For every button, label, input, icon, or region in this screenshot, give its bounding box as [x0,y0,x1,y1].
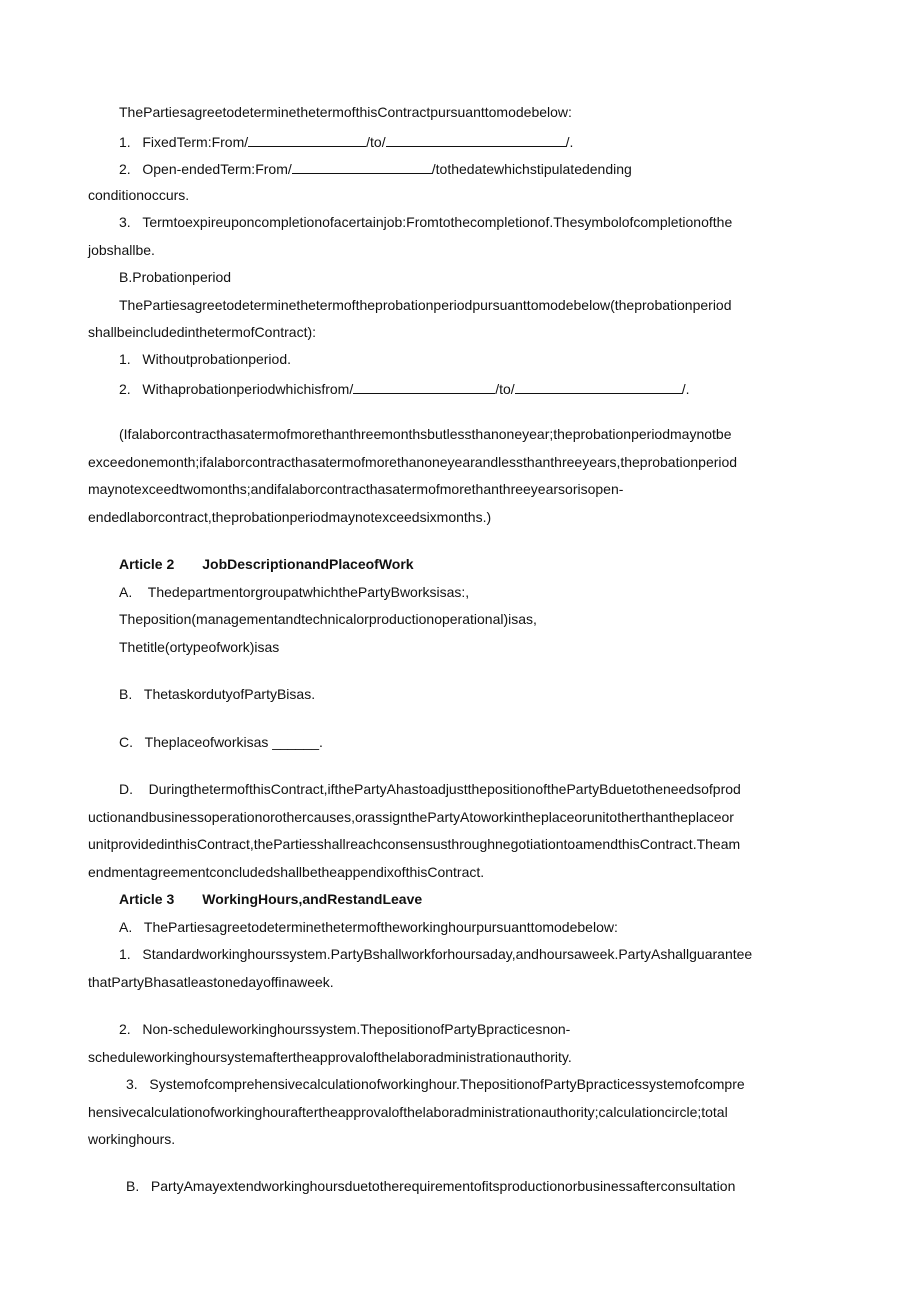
article3-b [126,1177,735,1195]
article2-a-position: Theposition(managementandtechnicalorproductionoperational)isas, [119,611,537,627]
term-intro [119,103,572,121]
open-term-start-blank[interactable] [292,158,432,174]
article2-d-line3 [88,835,740,853]
term-option-open-ended [119,158,632,178]
probation-note-text: exceedonemonth;ifalaborcontracthasatermofmorethanoneyearandlessthanthreeyears,theprobationperiod [88,454,738,470]
list-number: 3. [126,1076,138,1092]
article3-a [119,918,618,936]
list-letter: B. [119,686,133,702]
article3-option-nonschedule-tail: scheduleworkinghoursystemaftertheapprovalofthelaboradministrationauthority. [88,1049,572,1065]
article2-a-line3 [119,638,279,656]
article3-option-nonschedule [119,1020,570,1038]
article2-d-line2 [88,808,734,826]
probation-note-line1 [119,425,732,443]
term-option-job [119,213,732,231]
article2-a-title: Thetitle(ortypeofwork)isas [119,639,280,655]
probation-note-text: endedlaborcontract,theprobationperiodmaynotexceedsixmonths.) [88,509,492,525]
probation-intro-line2 [88,323,316,341]
probation-note-line4 [88,508,491,526]
article3-option-nonschedule-text: Non-scheduleworkinghourssystem.ThepositionofPartyBpracticesnon- [142,1021,571,1037]
fixed-term-end-blank[interactable] [386,131,566,147]
probation-option-none-text: Withoutprobationperiod. [142,351,292,367]
list-letter: A. [119,919,133,935]
list-letter: C. [119,734,133,750]
article3-option-comprehensive-text: hensivecalculationofworkinghouraftertheapprovalofthelaboradministrationauthority;calculationcircle;total [88,1104,728,1120]
article2-title: JobDescriptionandPlaceofWork [202,556,414,572]
probation-intro-tail: shallbeincludedinthetermofContract): [88,324,317,340]
list-number: 2. [119,1021,131,1037]
article2-d-text: uctionandbusinessoperationorothercauses,orassignthePartyAtoworkintheplaceorunitotherthantheplaceor [88,809,734,825]
article2-d [119,780,741,798]
term-option-open-label: Open-endedTerm:From/ [142,161,292,177]
probation-note-line3 [88,480,623,498]
term-option-fixed-label: FixedTerm:From/ [142,134,249,150]
probation-start-blank[interactable] [353,378,495,394]
article3-option-nonschedule-line2 [88,1048,572,1066]
probation-option-period-label: Withaprobationperiodwhichisfrom/ [142,381,354,397]
article3-option-standard [119,945,752,963]
term-intro-text: ThePartiesagreetodeterminethetermofthisContractpursuanttomodebelow: [119,104,572,120]
probation-note-text: (Ifalaborcontracthasatermofmorethanthreemonthsbutlessthanoneyear;theprobationperiodmaynotbe [119,426,732,442]
article2-d-text: endmentagreementconcludedshallbetheappendixofthisContract. [88,864,485,880]
article2-c [119,733,323,751]
list-number: 2. [119,381,131,397]
article2-d-text: unitprovidedinthisContract,thePartiesshallreachconsensusthroughnegotiationtoamendthisContract.Theam [88,836,741,852]
article3-b-text: PartyAmayextendworkinghoursduetotherequirementofitsproductionorbusinessafterconsultation [150,1178,736,1194]
list-number: 1. [119,946,131,962]
article3-option-standard-line2 [88,973,334,991]
article2-c-text: Theplaceofworkisas ______. [144,734,323,750]
article3-option-comprehensive-line2 [88,1103,728,1121]
probation-heading [119,268,231,286]
article2-a-line2 [119,610,537,628]
article2-a [119,583,469,601]
term-option-open-line2 [88,186,189,204]
list-letter: A. [119,584,133,600]
list-number: 1. [119,134,131,150]
probation-intro [119,296,732,314]
term-option-open-continuation: /tothedatewhichstipulatedending [431,161,632,177]
term-option-fixed [119,131,573,151]
list-letter: B. [126,1178,140,1194]
term-option-open-tail: conditionoccurs. [88,187,190,203]
probation-intro-text: ThePartiesagreetodeterminethetermoftheprobationperiodpursuanttomodebelow(theprobationperiod [119,297,732,313]
fixed-term-start-blank[interactable] [248,131,366,147]
probation-end-mark: /. [681,381,690,397]
list-letter: D. [119,781,133,797]
article3-option-standard-text: Standardworkinghourssystem.PartyBshallworkforhoursaday,andhoursaweek.PartyAshallguarantee [142,946,753,962]
article3-option-standard-tail: thatPartyBhasatleastonedayoffinaweek. [88,974,334,990]
probation-end-blank[interactable] [515,378,682,394]
article3-title: WorkingHours,andRestandLeave [202,891,423,907]
term-option-job-tail: jobshallbe. [88,242,155,258]
term-end-mark: /. [565,134,574,150]
probation-note-line2 [88,453,737,471]
probation-heading-text: B.Probationperiod [119,269,232,285]
list-number: 3. [119,214,131,230]
term-separator: /to/ [366,134,386,150]
article3-option-comprehensive-tail: workinghours. [88,1131,176,1147]
probation-option-none [119,350,291,368]
probation-separator: /to/ [495,381,515,397]
probation-note-text: maynotexceedtwomonths;andifalaborcontracthasatermofmorethanthreeyearsorisopen- [88,481,624,497]
article2-heading [119,555,414,573]
article3-option-comprehensive [126,1075,745,1093]
article3-option-comprehensive-line3 [88,1130,175,1148]
article2-label: Article 2 [119,556,175,572]
list-number: 2. [119,161,131,177]
article3-a-text: ThePartiesagreetodeterminethetermoftheworkinghourpursuanttomodebelow: [143,919,618,935]
article3-heading [119,890,422,908]
article2-d-line4 [88,863,484,881]
article2-b [119,685,315,703]
article3-label: Article 3 [119,891,175,907]
article2-d-text: DuringthetermofthisContract,ifthePartyAhastoadjustthepositionofthePartyBduetotheneedsofprod [148,781,741,797]
term-option-job-text: Termtoexpireuponcompletionofacertainjob:Fromtothecompletionof.Thesymbolofcompletionofthe [142,214,733,230]
list-number: 1. [119,351,131,367]
article2-a-text: ThedepartmentorgroupatwhichthePartyBworksisas:, [147,584,470,600]
article2-b-text: ThetaskordutyofPartyBisas. [143,686,316,702]
probation-option-period [119,378,689,398]
term-option-job-line2 [88,241,155,259]
article3-option-comprehensive-text: Systemofcomprehensivecalculationofworkinghour.ThepositionofPartyBpracticessystemofcompre [149,1076,745,1092]
